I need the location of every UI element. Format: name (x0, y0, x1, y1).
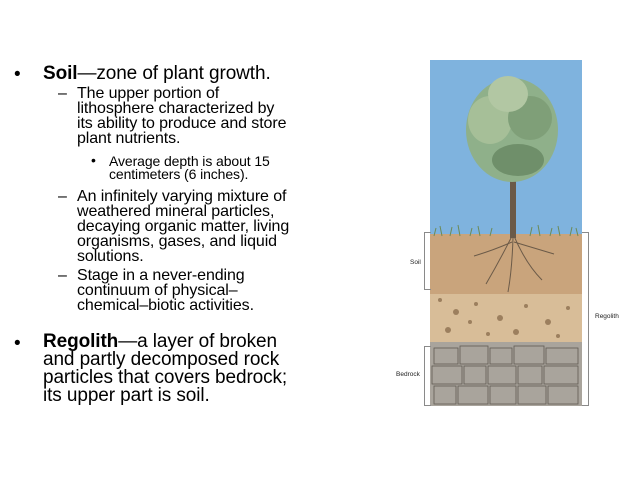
topsoil-layer (430, 234, 582, 294)
sub1-line-2: lithosphere characterized by (77, 100, 275, 117)
bedrock-bracket (424, 346, 431, 406)
soil-profile-illustration (430, 60, 582, 406)
dash-marker: – (58, 188, 67, 205)
regolith-line-4: its upper part is soil. (43, 385, 210, 406)
dash-marker: – (58, 85, 67, 102)
sub1-line-1: The upper portion of (77, 85, 220, 102)
sub3-line-2: continuum of physical– (77, 282, 238, 299)
bedrock-layer (430, 342, 582, 406)
sub1-line-4: plant nutrients. (77, 130, 181, 147)
bullet-marker: • (14, 64, 21, 85)
sub2-line-2: weathered mineral particles, (77, 203, 275, 220)
label-soil: Soil (410, 259, 421, 266)
regolith-line-3: particles that covers bedrock; (43, 367, 288, 388)
soil-bracket (424, 232, 431, 290)
sub2-line-3: decaying organic matter, living (77, 218, 290, 235)
sub2-line-4: organisms, gases, and liquid (77, 233, 277, 250)
subsub1-line-1: Average depth is about 15 (109, 153, 270, 169)
subsub1-line-2: centimeters (6 inches). (109, 166, 249, 182)
bullet-soil (43, 64, 271, 83)
bullet-marker: • (14, 333, 21, 354)
sub3-line-1: Stage in a never-ending (77, 267, 245, 284)
sub3-line-3: chemical–biotic activities. (77, 297, 254, 314)
soil-profile-svg (430, 60, 582, 406)
sub1-line-3: its ability to produce and store (77, 115, 287, 132)
bullet-marker: • (91, 152, 96, 168)
regolith-term: Regolith (43, 331, 119, 352)
regolith-bracket (582, 232, 589, 406)
label-regolith: Regolith (595, 313, 619, 320)
dash-marker: – (58, 267, 67, 284)
regolith-line-2: and partly decomposed rock (43, 349, 280, 370)
label-bedrock: Bedrock (396, 371, 420, 378)
sub2-line-5: solutions. (77, 248, 144, 265)
sub2-line-1: An infinitely varying mixture of (77, 188, 287, 205)
regolith-definition: —a layer of broken (118, 331, 277, 352)
soil-term: Soil (43, 63, 78, 84)
soil-definition: —zone of plant growth. (77, 63, 271, 84)
